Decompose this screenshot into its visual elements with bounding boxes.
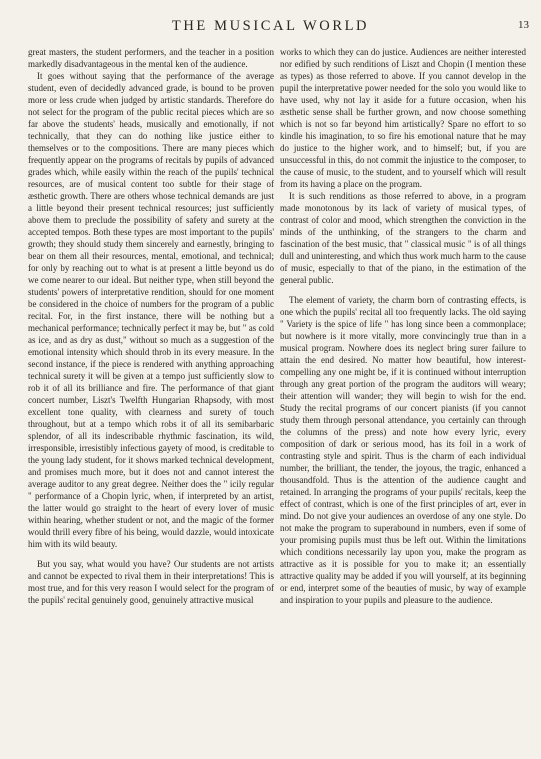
right-column — [280, 46, 526, 606]
paragraph: But you say, what would you have? Our students are not artists and cannot be expected to rival them in their interpretations! This is most true, and for this very reason I would select for the program of the pupils' recital genuinely good, genuinely attractive musical — [28, 559, 274, 605]
paragraph: It goes without saying that the performance of the average student, even of decidedly advanced grade, is bound to be proven more or less crude when judged by artistic standards. Therefore do not select for the program of the public recital pieces which are so far above the students' heads, musically and emotionally, if not technically, that they can do nothing like justice either to themselves or to the compositions. There are many pieces which frequently appear on the programs of recitals by pupils of advanced grades which, while easily within the reach of the pupils' technical resources, are of musical content too subtle for their stage of æsthetic growth. There are others whose technical demands are just a little beyond their present technical resources; just sufficiently above them to preclude the possibility of safety and surety at the accepted tempos. Both these types are most important to the pupils' growth; they should study them sincerely and earnestly, bringing to bear on them all their resources, mental, emotional, and technical; for only by reaching out to what is at present a little beyond us do we come nearer to our ideal. But neither type, when still beyond the students' powers of interpretative rendition, should for one moment be considered in the choice of numbers for the program of a public recital. For, in the first instance, there will be nothing but a mechanical performance; technically perfect it may be, but " as cold as ice, and as dry as dust," without so much as a suggestion of the emotional intensity which should throb in its every measure. In the second instance, if the piece is rendered with anything approaching technical surety it will be given at a tempo just sufficiently slow to rob it of all its brilliance and fire. The performance of that giant concert number, Liszt's Twelfth Hungarian Rhapsody, with most excellent tone quality, with clearness and surety of touch throughout, but at a tempo which robs it of all its semibarbaric splendor, of all its indescribable rhythmic fascination, its wild, irresponsible, irresistibly infectious gayety of mood, is creditable to the young lady student, for it shows marked technical development, and promises much more, but it does not and cannot interest the average auditor to any great degree. Neither does the " icily regular " performance of a Chopin lyric, when, if interpreted by an artist, the latter would go straight to the heart of every lover of music within hearing, whether student or not, and the magic of the former would thrill every fibre of his being, would dazzle, would intoxicate him with its wild beauty. — [28, 71, 274, 549]
paragraph: works to which they can do justice. Audiences are neither interested nor edified by such renditions of Liszt and Chopin (I mention these as types) as those referred to above. If you cannot develop in the pupil the interpretative power needed for the solo you would like to have used, why not lay it aside for a future occasion, when his æsthetic sense shall be further grown, and now choose something which is not so far beyond him artistically? Spare no effort to so kindle his imagination, to so fire his emotional nature that he may do justice to the higher work, and to himself; but, if you are unsuccessful in this, do not commit the injustice to the composer, to the cause of music, to the student, and to yourself which will result from its having a place on the program. — [280, 47, 526, 189]
page-number: 13 — [518, 19, 529, 31]
page-header — [0, 16, 541, 38]
paragraph: It is such renditions as those referred to above, in a program made monotonous by its lack of variety of musical types, of contrast of color and mood, which strengthen the conviction in the minds of the unthinking, of the strangers to the charm and fascination of the best music, that " classical music " is of all things dull and uninteresting, and which thus work much harm to the cause of music, especially to that of the piano, in the estimation of the general public. — [280, 191, 526, 285]
running-title: THE MUSICAL WORLD — [171, 18, 370, 34]
left-column — [28, 46, 274, 606]
paragraph: The element of variety, the charm born of contrasting effects, is one which the pupils' recital all too frequently lacks. The old saying " Variety is the spice of life " has long since been a commonplace; but nowhere is it more vitally, more convincingly true than in a musical program. Nowhere does its neglect bring surer failure to attain the end desired. No matter how beautiful, how interest-compelling any one might be, if it is continued without interruption through any great portion of the program the auditors will weary; their attention will wander; they will begin to wish for the end. Study the recital programs of our concert pianists (if you cannot study them through personal attendance, you certainly can through the columns of the press) and note how every lyric, every composition of dark or serious mood, has its foil in a work of contrasting style and spirit. Thus is the charm of each individual number, the brilliant, the tender, the joyous, the tragic, enhanced a thousandfold. Thus is the attention of the audience caught and retained. In arranging the programs of your pupils' recitals, keep the effect of contrast, which is one of the first principles of art, ever in mind. Do not give your audiences an overdose of any one style. Do not make the program to superabound in numbers, even if some of your promising pupils must thus be left out. Within the limitations which conditions necessarily lay upon you, make the program as attractive as it is possible for you to make it; an essentially attractive quality may be added if you will yourself, at its beginning or end, interpret some of the beauties of music, by way of example and inspiration to your pupils and pleasure to the audience. — [280, 295, 526, 605]
paragraph: great masters, the student performers, and the teacher in a position markedly disadvantageous in the mental ken of the audience. — [28, 47, 274, 69]
